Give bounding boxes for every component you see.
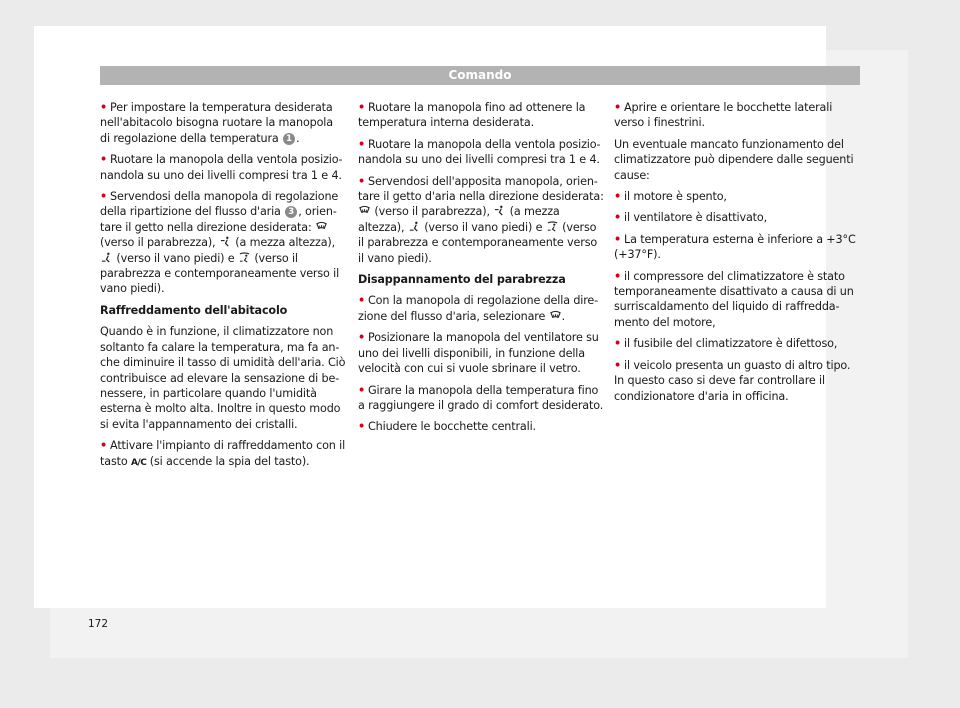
instruction-bullet: • Con la manopola di regolazione della direzione del flusso d'aria, selezionare .: [358, 294, 599, 323]
windshield-feet-airflow-icon: [547, 221, 558, 232]
feet-airflow-icon: [101, 252, 112, 263]
mid-airflow-icon: [220, 236, 231, 247]
section-heading: Raffreddamento dell'abitacolo: [100, 303, 288, 317]
callout-3-icon: 3: [285, 206, 297, 218]
windshield-airflow-icon: [550, 310, 561, 321]
cause-bullet: • il ventilatore è disattivato,: [614, 211, 767, 225]
windshield-feet-airflow-icon: [239, 252, 250, 263]
paragraph: Quando è in funzione, il climatizzatore non soltanto fa calare la temperatura, ma fa anche diminuire il tasso di umidità dell'aria. Ciò contribuisce ad elevare la sensazione di benessere, in particolare quando l'umidità esterna è molto alta. Inoltre in questo modo si evita l'appannamento dei cristalli.: [100, 325, 346, 431]
instruction-bullet: • Chiudere le bocchette centrali.: [358, 420, 536, 434]
cause-bullet: • il fusibile del climatizzatore è difettoso,: [614, 337, 838, 351]
cause-bullet: • il veicolo presenta un guasto di altro tipo. In questo caso si deve far controllare il condizionatore d'aria in officina.: [614, 358, 851, 403]
column-3: [614, 100, 860, 410]
instruction-bullet: • Ruotare la manopola della ventola posizionandola su uno dei livelli compresi tra 1 e 4.: [358, 137, 601, 167]
ac-key-icon: A/C: [130, 457, 147, 468]
mid-airflow-icon: [494, 205, 505, 216]
windshield-airflow-icon: [359, 205, 370, 216]
paragraph: Un eventuale mancato funzionamento del climatizzatore può dipendere dalle seguenti cause:: [614, 137, 854, 182]
section-header: Comando: [100, 66, 860, 85]
instruction-bullet: • Ruotare la manopola fino ad ottenere la temperatura interna desiderata.: [358, 101, 586, 130]
instruction-bullet: • Ruotare la manopola della ventola posizionandola su uno dei livelli compresi tra 1 e 4.: [100, 153, 343, 182]
page-number: 172: [88, 618, 109, 630]
section-heading: Disappannamento del parabrezza: [358, 273, 566, 287]
column-2: [358, 100, 604, 441]
instruction-bullet: • Posizionare la manopola del ventilatore su uno dei livelli disponibili, in funzione della velocità con cui si vuole sbrinare il vetro.: [358, 331, 599, 376]
instruction-bullet: • Girare la manopola della temperatura fino a raggiungere il grado di comfort desiderato.: [358, 383, 604, 412]
instruction-bullet: • Servendosi dell'apposita manopola, orientare il getto d'aria nella direzione desiderata: (verso il parabrezza), (a mezza altezza), (verso il vano piedi) e (verso il parabrezza e contemporaneamente verso il vano piedi).: [358, 174, 604, 265]
instruction-bullet: • Servendosi della manopola di regolazione della ripartizione del flusso d'aria 3 , orientare il getto nella direzione desiderata: (verso il parabrezza), (a mezza altezza), (verso il vano piedi) e (verso il parabrezza e contemporaneamente verso il vano piedi).: [100, 190, 340, 296]
callout-1-icon: 1: [283, 133, 295, 145]
cause-bullet: • La temperatura esterna è inferiore a +3°C (+37°F).: [614, 232, 856, 262]
feet-airflow-icon: [409, 221, 420, 232]
cause-bullet: • il motore è spento,: [614, 190, 727, 204]
instruction-bullet: • Attivare l'impianto di raffreddamento con il tasto A/C (si accende la spia del tasto).: [100, 439, 346, 468]
instruction-bullet: • Aprire e orientare le bocchette laterali verso i finestrini.: [614, 101, 833, 130]
instruction-bullet: • Per impostare la temperatura desiderata nell'abitacolo bisogna ruotare la manopola di regolazione della temperatura 1 .: [100, 101, 333, 145]
windshield-airflow-icon: [316, 221, 327, 232]
cause-bullet: • il compressore del climatizzatore è stato temporaneamente disattivato a causa di un surriscaldamento del liquido di raffreddamento del motore,: [614, 269, 854, 329]
column-1: [100, 100, 346, 477]
